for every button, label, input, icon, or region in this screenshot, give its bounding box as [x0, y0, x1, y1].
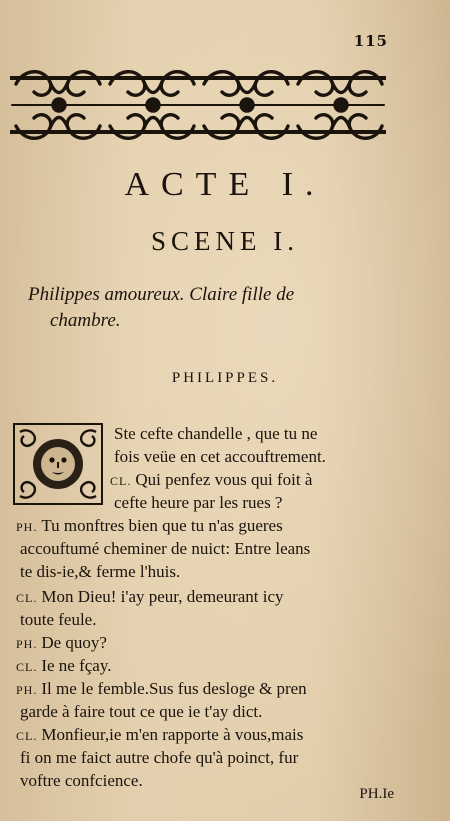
- dialogue-line-5: PH. Tu monftres bien que tu n'as gueres: [16, 516, 283, 535]
- dialogue-line-1: Ste cefte chandelle , que tu ne: [114, 424, 318, 443]
- dialogue-line-14: CL. Monfieur,ie m'en rapporte à vous,mais: [16, 725, 304, 744]
- dialogue-line-15: fi on me faict autre chofe qu'à poinct, fur: [20, 748, 299, 767]
- dialogue-line-9: toute feule.: [20, 610, 97, 629]
- dialogue-line-8: CL. Mon Dieu! i'ay peur, demeurant icy: [16, 587, 284, 606]
- act-title: ACTE I.: [124, 166, 326, 203]
- dialogue-line-2: fois veüe en cet accouftrement.: [114, 447, 326, 466]
- dialogue-line-6: accouftumé cheminer de nuict: Entre leans: [20, 539, 311, 558]
- dialogue-line-4: cefte heure par les rues ?: [114, 493, 283, 512]
- speaker-heading: PHILIPPES.: [171, 370, 279, 386]
- dialogue-line-7: te dis-ie,& ferme l'huis.: [20, 562, 181, 581]
- dialogue-line-11: CL. Ie ne fçay.: [16, 656, 112, 675]
- dialogue-line-3: CL. Qui penfez vous qui foit à: [110, 470, 313, 489]
- characters-line-2: chambre.: [50, 310, 121, 331]
- scene-title: SCENE I.: [151, 226, 299, 256]
- dialogue-line-13: garde à faire tout ce que ie t'ay dict.: [20, 702, 263, 721]
- page-number: 115: [353, 32, 388, 50]
- decorated-initial-e-icon: [12, 422, 104, 506]
- characters-line-1: Philippes amoureux. Claire fille de: [28, 284, 295, 305]
- ornamental-headpiece: [6, 62, 390, 148]
- dialogue-line-16: voftre confcience.: [20, 771, 143, 790]
- dialogue-line-12: PH. Il me le femble.Sus fus desloge & pren: [16, 679, 307, 698]
- catchword: PH.Ie: [359, 786, 394, 802]
- dialogue-line-10: PH. De quoy?: [16, 633, 107, 652]
- dramatis-personae: [28, 282, 418, 334]
